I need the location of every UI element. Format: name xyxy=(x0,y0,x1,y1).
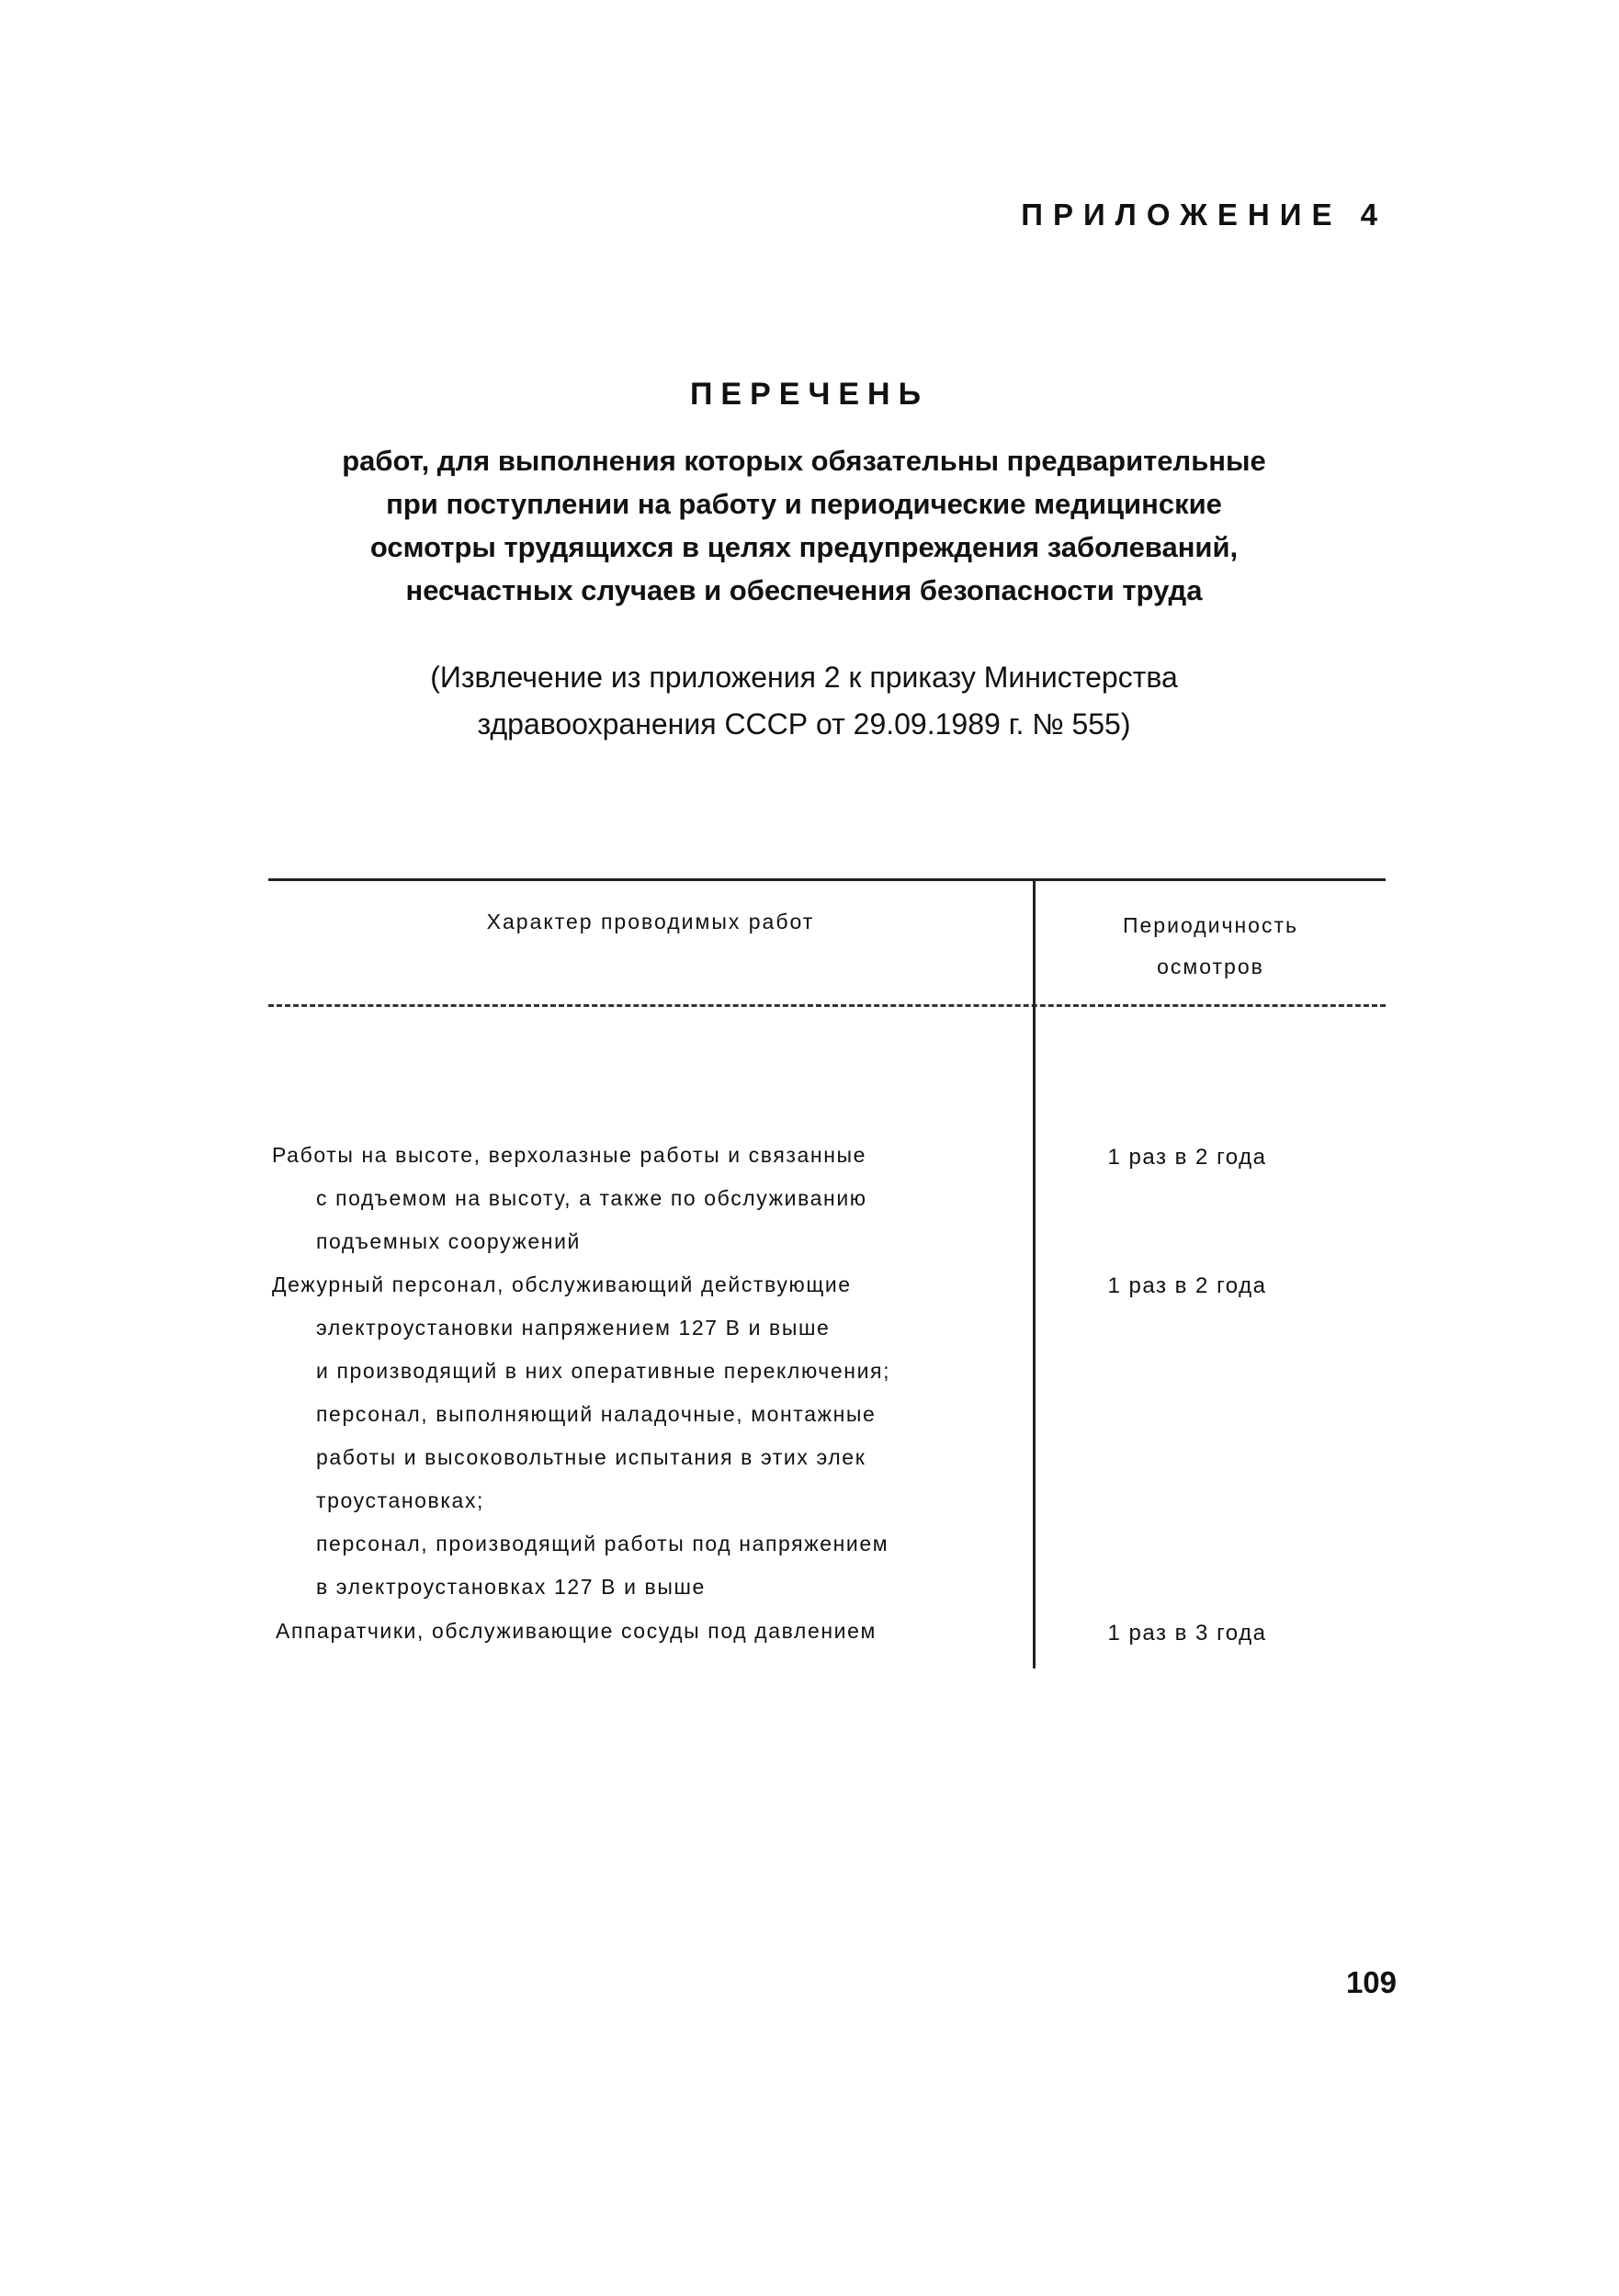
row-line: троустановках; xyxy=(316,1488,485,1512)
row-line: электроустановки напряжением 127 В и выше xyxy=(316,1316,831,1340)
row-line: с подъемом на высоту, а также по обслуживанию xyxy=(316,1186,867,1210)
subtitle-line: при поступлении на работу и периодические медицинские xyxy=(386,488,1222,520)
subtitle-line: работ, для выполнения которых обязательны предварительные xyxy=(342,445,1266,477)
header-period-line: осмотров xyxy=(1157,955,1264,978)
header-work-type: Характер проводимых работ xyxy=(486,910,815,933)
row-line: работы и высоковольтные испытания в этих элек xyxy=(316,1445,866,1469)
note-line: здравоохранения СССР от 29.09.1989 г. № 555) xyxy=(477,707,1131,741)
source-note xyxy=(248,654,1360,748)
table-header-rule xyxy=(268,1004,1386,1007)
row-line: подъемных сооружений xyxy=(316,1229,581,1253)
row-line: персонал, выполняющий наладочные, монтажные xyxy=(316,1402,877,1426)
row-line: Дежурный персонал, обслуживающий действующие xyxy=(272,1272,852,1296)
table-row-work xyxy=(272,1134,867,1263)
subtitle-line: осмотры трудящихся в целях предупреждения заболеваний, xyxy=(369,531,1239,563)
note-line: (Извлечение из приложения 2 к приказу Министерства xyxy=(430,661,1178,694)
row-line: персонал, производящий работы под напряжением xyxy=(316,1532,889,1555)
row-line: Аппаратчики, обслуживающие сосуды под давлением xyxy=(276,1619,877,1643)
appendix-label: ПРИЛОЖЕНИЕ 4 xyxy=(1021,198,1387,232)
document-subtitle xyxy=(248,439,1360,612)
table-row-work xyxy=(272,1263,890,1609)
table-row-period: 1 раз в 3 года xyxy=(1107,1621,1267,1646)
table-top-rule xyxy=(268,878,1386,881)
row-line: и производящий в них оперативные переключения; xyxy=(316,1359,891,1383)
row-line: в электроустановках 127 В и выше xyxy=(316,1575,706,1599)
header-period xyxy=(1036,905,1386,988)
row-line: Работы на высоте, верхолазные работы и связанные xyxy=(272,1143,867,1167)
table-row-work xyxy=(276,1610,877,1653)
table-row-period: 1 раз в 2 года xyxy=(1107,1145,1267,1170)
subtitle-line: несчастных случаев и обеспечения безопасности труда xyxy=(405,574,1203,606)
header-period-line: Периодичность xyxy=(1122,913,1298,937)
document-title: ПЕРЕЧЕНЬ xyxy=(689,377,930,412)
table-row-period: 1 раз в 2 года xyxy=(1107,1273,1267,1298)
page-number: 109 xyxy=(1345,1965,1397,1999)
